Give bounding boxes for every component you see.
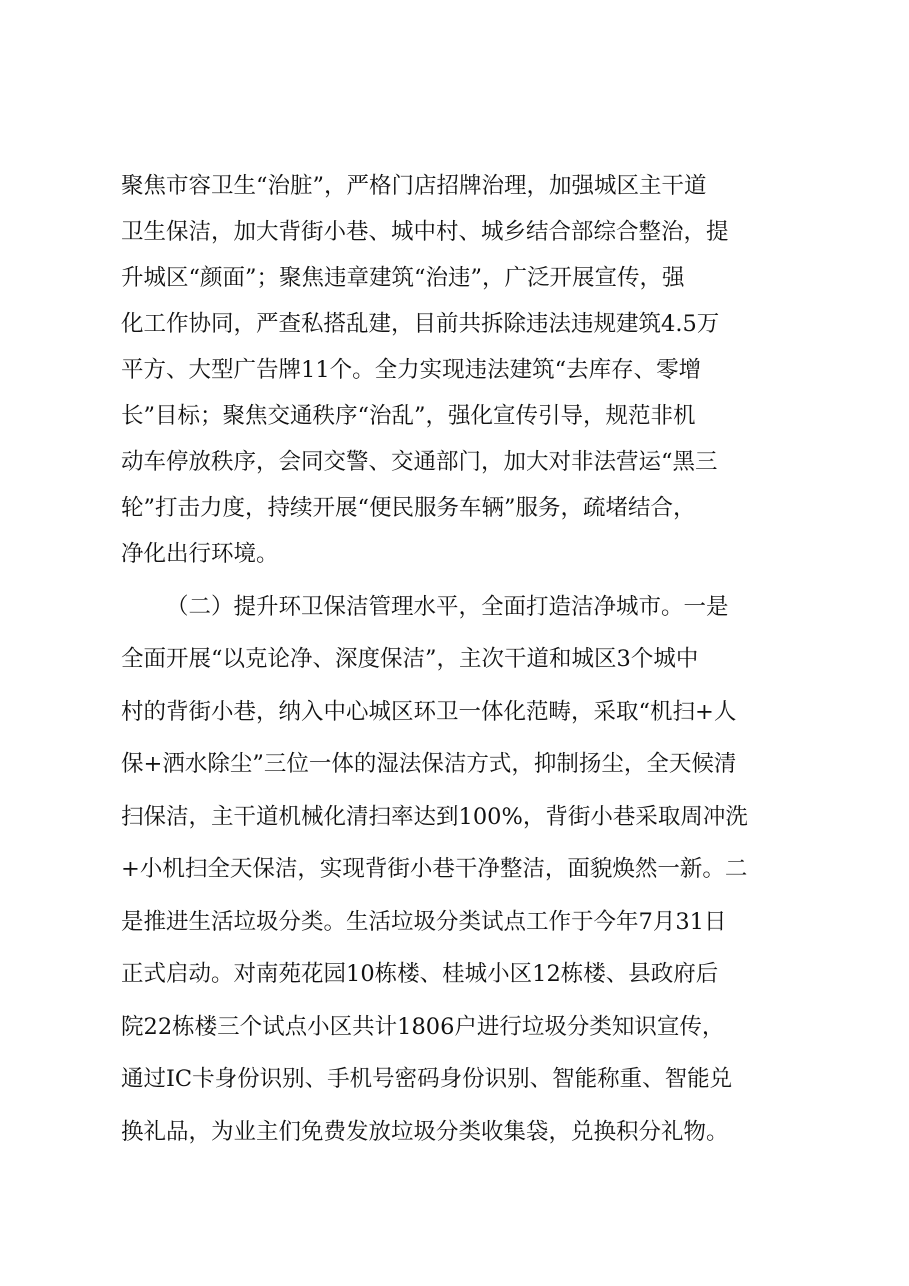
- text-line: 院22栋楼三个试点小区共计1806户进行垃圾分类知识宣传，: [121, 1014, 725, 1040]
- text-line: 扫保洁，主干道机械化清扫率达到100%，背街小巷采取周冲洗: [121, 804, 748, 830]
- text-line: 平方、大型广告牌11个。全力实现违法建筑“去库存、零增: [121, 357, 702, 383]
- section-heading-line: （二）提升环卫保洁管理水平，全面打造洁净城市。一是: [166, 594, 729, 620]
- text-line: 聚焦市容卫生“治脏”，严格门店招牌治理，加强城区主干道: [121, 173, 707, 199]
- text-line: 长”目标；聚焦交通秩序“治乱”，强化宣传引导，规范非机: [121, 403, 696, 429]
- text-line: 通过IC卡身份识别、手机号密码身份识别、智能称重、智能兑: [121, 1066, 733, 1092]
- text-line: 净化出行环境。: [121, 541, 279, 567]
- text-line: 保+洒水除尘”三位一体的湿法保洁方式，抑制扬尘，全天候清: [121, 751, 737, 777]
- text-line: 化工作协同，严查私搭乱建，目前共拆除违法违规建筑4.5万: [121, 311, 720, 337]
- text-line: 升城区“颜面”；聚焦违章建筑“治违”，广泛开展宣传，强: [121, 265, 685, 291]
- text-line: 动车停放秩序，会同交警、交通部门，加大对非法营运“黑三: [121, 449, 718, 475]
- text-line: 卫生保洁，加大背街小巷、城中村、城乡结合部综合整治，提: [121, 219, 729, 245]
- text-line: 村的背街小巷，纳入中心城区环卫一体化范畴，采取“机扫+人: [121, 699, 737, 725]
- text-line: 全面开展“以克论净、深度保洁”，主次干道和城区3个城中: [121, 646, 699, 672]
- text-line: 换礼品，为业主们免费发放垃圾分类收集袋，兑换积分礼物。: [121, 1119, 729, 1145]
- text-line: 是推进生活垃圾分类。生活垃圾分类试点工作于今年7月31日: [121, 909, 727, 935]
- text-line: 轮”打击力度，持续开展“便民服务车辆”服务，疏堵结合，: [121, 495, 696, 521]
- text-line: 正式启动。对南苑花园10栋楼、桂城小区12栋楼、县政府后: [121, 961, 719, 987]
- text-line: +小机扫全天保洁，实现背街小巷干净整洁，面貌焕然一新。二: [121, 856, 748, 882]
